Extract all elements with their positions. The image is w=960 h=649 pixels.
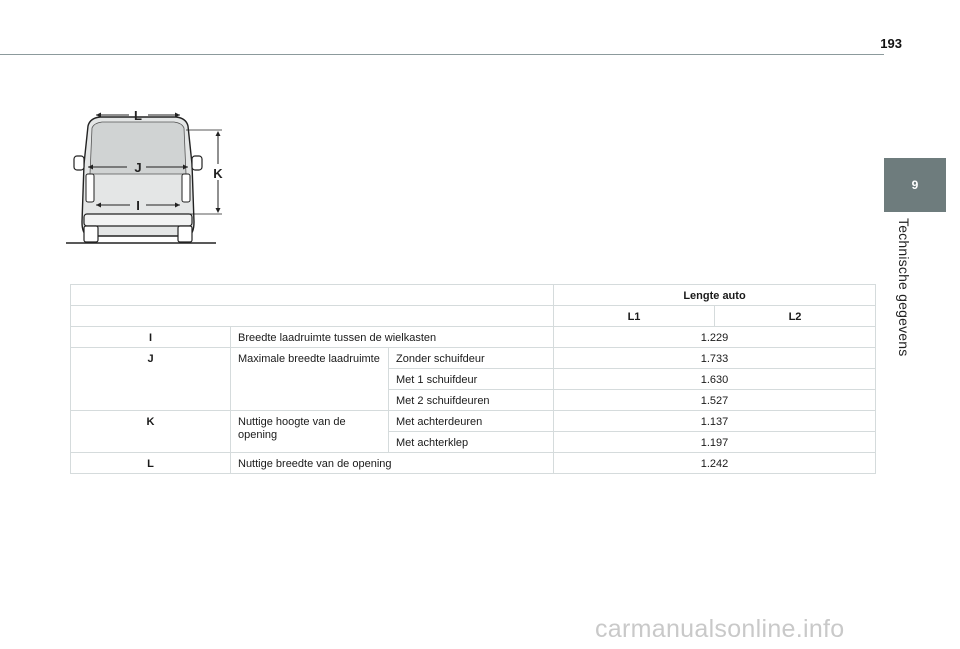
row-code: J [71,348,231,411]
table-header-row [71,285,876,306]
row-description: Nuttige hoogte van de opening [231,411,389,453]
header-L1: L1 [554,306,715,327]
row-value: 1.527 [554,390,876,411]
row-value: 1.733 [554,348,876,369]
dim-label-L: L [134,108,142,123]
dim-label-K: K [213,166,223,181]
row-sublabel: Met achterdeuren [389,411,554,432]
row-description: Nuttige breedte van de opening [231,453,554,474]
table-row [71,348,876,369]
table-row [71,453,876,474]
chapter-tab[interactable] [884,158,946,212]
watermark: carmanualsonline.info [595,615,845,643]
dim-label-J: J [134,160,142,175]
row-description: Breedte laadruimte tussen de wielkasten [231,327,554,348]
van-rear-diagram [66,102,236,248]
row-sublabel: Met 2 schuifdeuren [389,390,554,411]
row-code: K [71,411,231,453]
row-description: Maximale breedte laadruimte [231,348,389,411]
chapter-title: Technische gegevens [896,218,912,357]
row-value: 1.137 [554,411,876,432]
row-value: 1.630 [554,369,876,390]
header-L2: L2 [715,306,876,327]
row-value: 1.229 [554,327,876,348]
dim-label-I: I [136,198,140,213]
row-sublabel: Zonder schuifdeur [389,348,554,369]
chapter-number: 9 [911,178,919,192]
table-row [71,327,876,348]
header-rule [0,54,884,55]
row-value: 1.242 [554,453,876,474]
row-sublabel: Met achterklep [389,432,554,453]
row-code: I [71,327,231,348]
dimensions-table [70,284,876,474]
page-number: 193 [880,36,902,51]
row-value: 1.197 [554,432,876,453]
header-lengte-auto: Lengte auto [554,285,876,306]
table-header-row [71,306,876,327]
row-code: L [71,453,231,474]
table-row [71,411,876,432]
row-sublabel: Met 1 schuifdeur [389,369,554,390]
